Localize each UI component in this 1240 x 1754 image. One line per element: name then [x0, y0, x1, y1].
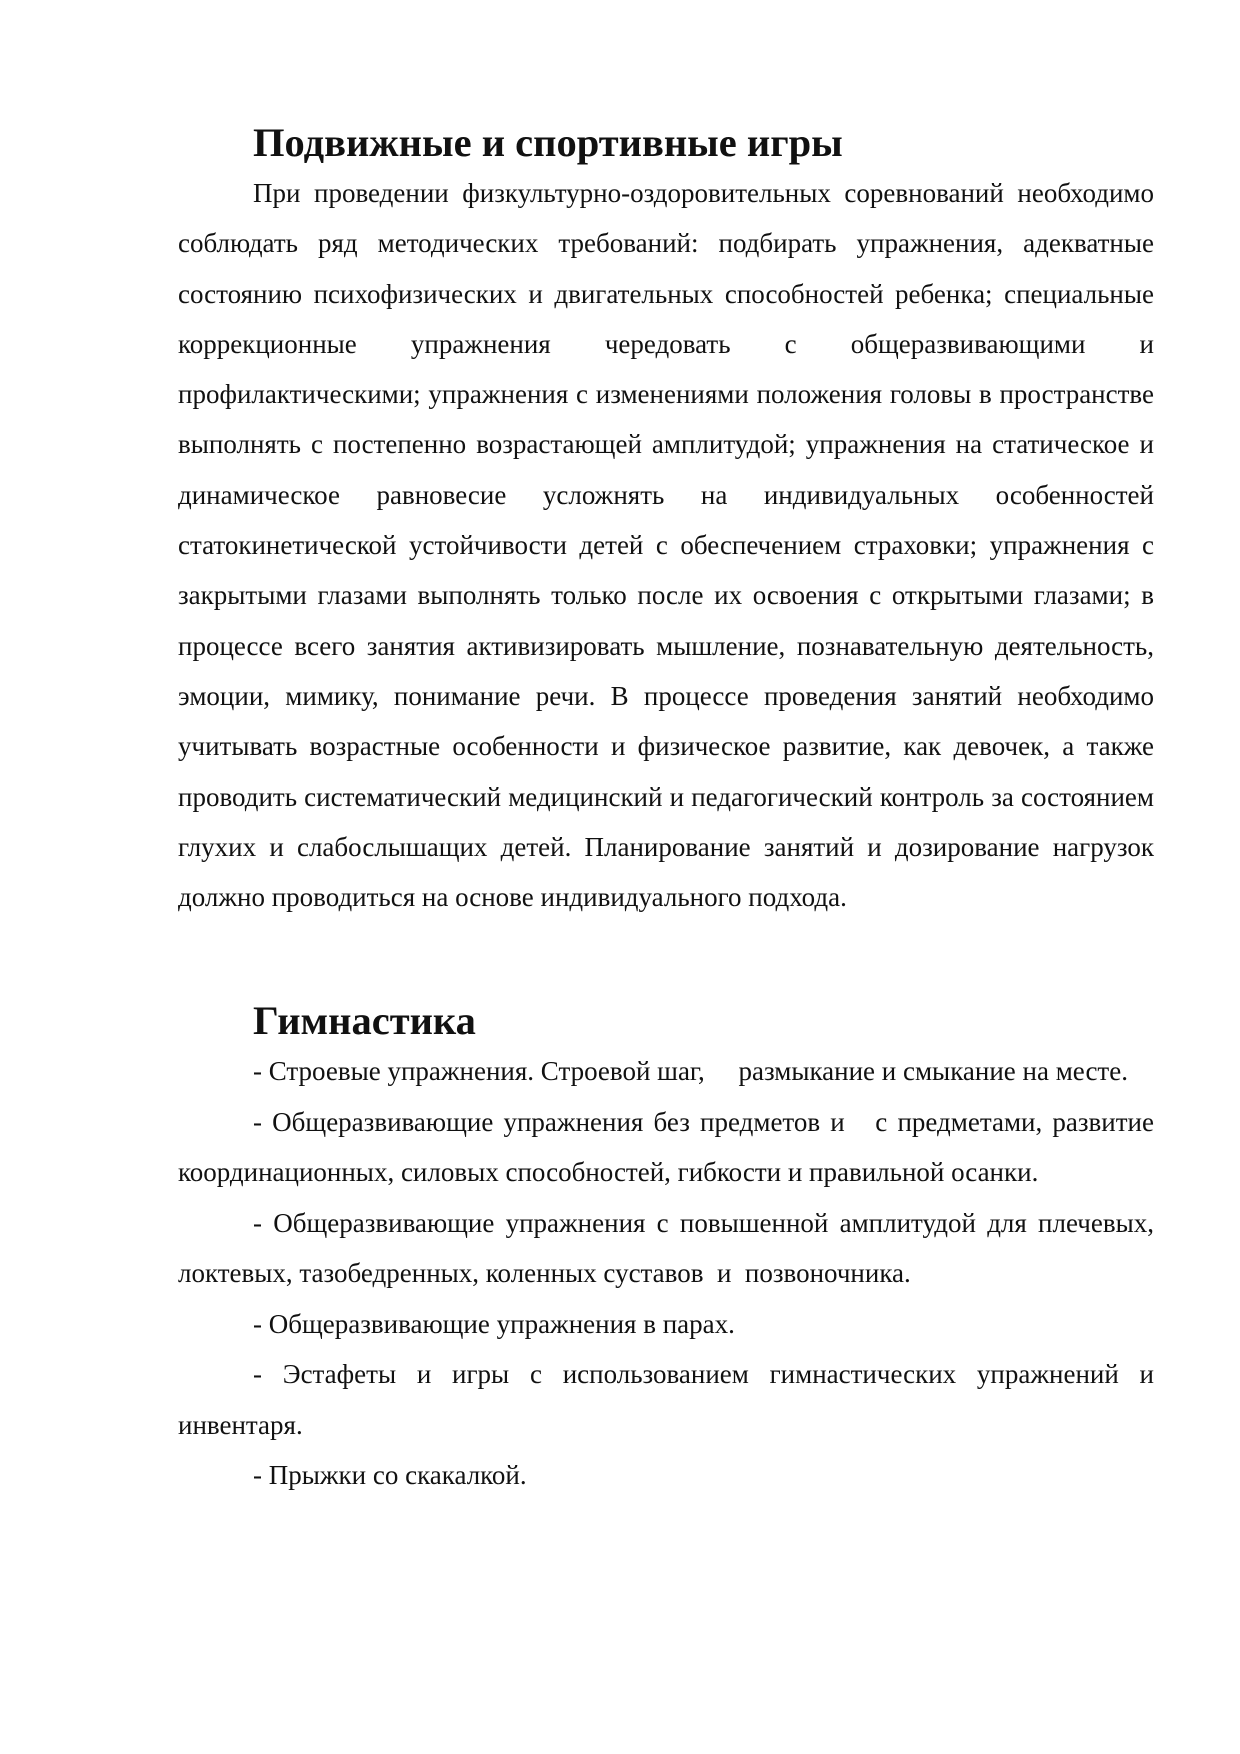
- section-title-gymnastics: Гимнастика: [253, 998, 476, 1044]
- list-item: - Общеразвивающие упражнения в парах.: [253, 1308, 735, 1339]
- list-item: - Общеразвивающие упражнения с повышенной амплитудой для плечевых, локтевых, тазобедренных, коленных суставов и позвоночника.: [178, 1207, 1161, 1289]
- section-title-outdoor-games: Подвижные и спортивные игры: [253, 120, 843, 165]
- section-paragraph-outdoor-games: При проведении физкультурно-оздоровительных соревнований необходимо соблюдать ряд методических требований: подбирать упражнения, адекватные состоянию психофизических и двигательных способностей ребенка; специальные коррекционные упражнения чередовать с общеразвивающими и профилактическими; упражнения с изменениями положения головы в пространстве выполнять с постепенно возрастающей амплитудой; упражнения на статическое и динамическое равновесие усложнять на индивидуальных особенностей статокинетической устойчивости детей с обеспечением страховки; упражнения с закрытыми глазами выполнять только после их освоения с открытыми глазами; в процессе всего занятия активизировать мышление, познавательную деятельность, эмоции, мимику, понимание речи. В процессе проведения занятий необходимо учитывать возрастные особенности и физическое развитие, как девочек, а также проводить систематический медицинский и педагогический контроль за состоянием глухих и слабослышащих детей. Планирование занятий и дозирование нагрузок должно проводиться на основе индивидуального подхода.: [178, 178, 1154, 913]
- page-content: [178, 118, 1161, 1501]
- list-item: - Строевые упражнения. Строевой шаг, размыкание и смыкание на месте.: [253, 1056, 1128, 1087]
- list-item: - Общеразвивающие упражнения без предметов и с предметами, развитие координационных, силовых способностей, гибкости и правильной осанки.: [178, 1106, 1161, 1188]
- list-item: - Эстафеты и игры с использованием гимнастических упражнений и инвентаря.: [178, 1359, 1154, 1440]
- section-spacer: [178, 922, 1154, 972]
- list-item: - Прыжки со скакалкой.: [253, 1460, 527, 1491]
